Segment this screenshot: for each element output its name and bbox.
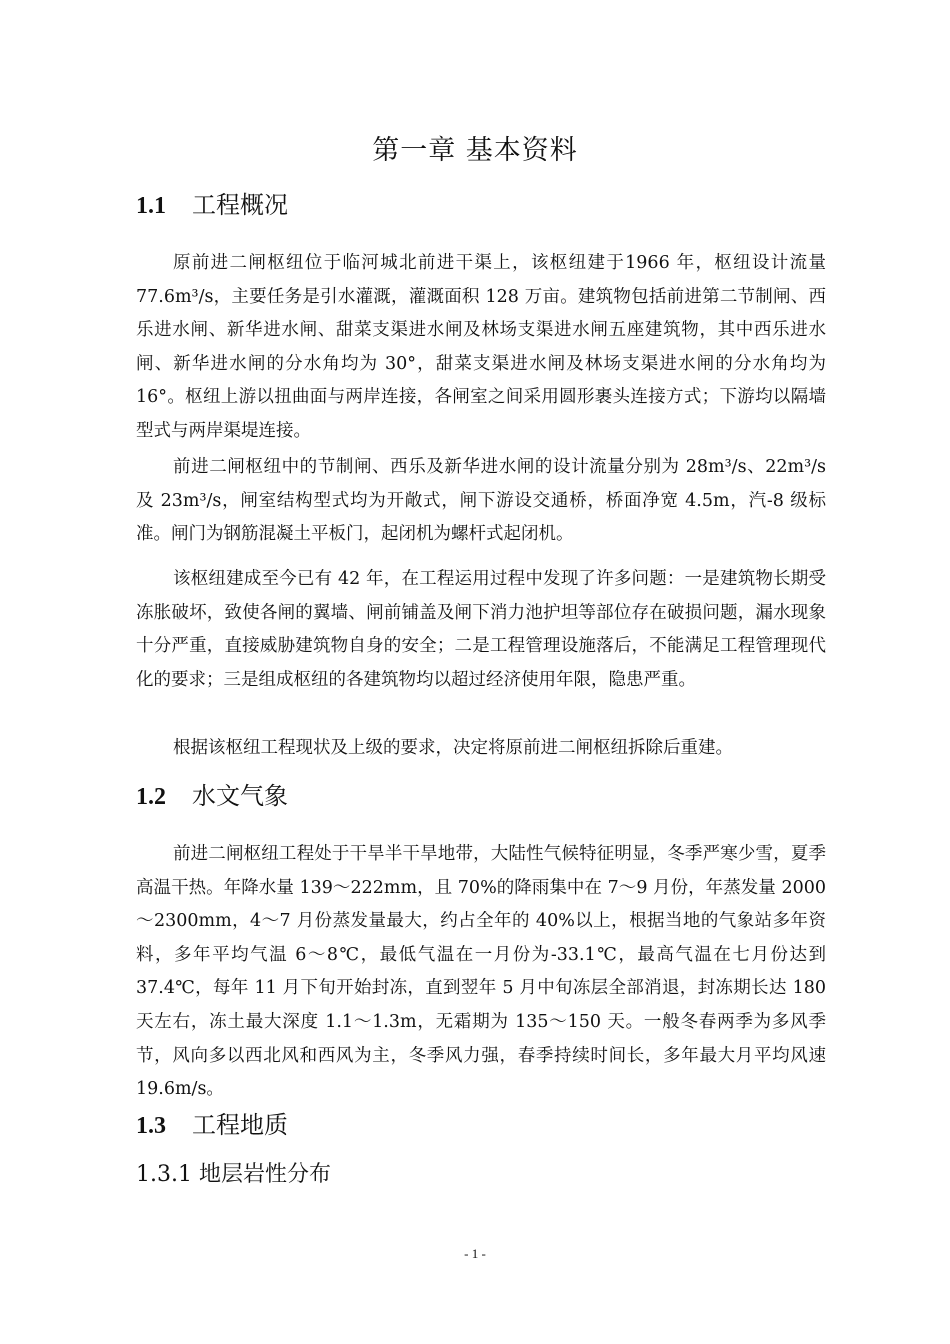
section-title: 工程概况 bbox=[192, 191, 288, 219]
paragraph-hydrology-climate: 前进二闸枢纽工程处于干旱半干旱地带，大陆性气候特征明显，冬季严寒少雪，夏季高温干热。年降水量 139～222mm，且 70%的降雨集中在 7～9 月份，年蒸发量 2000～2300mm，4～7 月份蒸发量最大，约占全年的 40%以上，根据当地的气象站多年资料，多年平均气温 6～8℃，最低气温在一月份为-33.1℃，最高气温在七月份达到 37.4℃，每年 11 月下旬开始封冻，直到翌年 5 月中旬冻层全部消退，封冻期长达 180 天左右，冻土最大深度 1.1～1.3m，无霜期为 135～150 天。一般冬春两季为多风季节，风向多以西北风和西风为主，冬季风力强，春季持续时间长，多年最大月平均风速 19.6m/s。 bbox=[136, 844, 826, 1100]
paragraph-project-overview: 原前进二闸枢纽位于临河城北前进干渠上，该枢纽建于1966 年，枢纽设计流量 77.6m³/s，主要任务是引水灌溉，灌溉面积 128 万亩。建筑物包括前进第二节制闸、西乐进水闸、新华进水闸、甜菜支渠进水闸及林场支渠进水闸五座建筑物，其中西乐进水闸、新华进水闸的分水角均为 30°，甜菜支渠进水闸及林场支渠进水闸的分水角均为 16°。枢纽上游以扭曲面与两岸连接，各闸室之间采用圆形裹头连接方式；下游均以隔墙型式与两岸渠堤连接。 bbox=[136, 253, 826, 441]
subsection-number: 1.3.1 bbox=[136, 1162, 192, 1187]
section-heading-1-3 bbox=[136, 1108, 826, 1143]
section-heading-1-1 bbox=[136, 188, 826, 223]
section-title: 工程地质 bbox=[192, 1111, 288, 1139]
page-number: - 1 - bbox=[464, 1246, 486, 1261]
paragraph-problems: 该枢纽建成至今已有 42 年，在工程运用过程中发现了许多问题：一是建筑物长期受冻胀破坏，致使各闸的翼墙、闸前铺盖及闸下消力池护坦等部位存在破损问题，漏水现象十分严重，直接威胁建筑物自身的安全；二是工程管理设施落后，不能满足工程管理现代化的要求；三是组成枢纽的各建筑物均以超过经济使用年限，隐患严重。 bbox=[136, 569, 826, 690]
section-number: 1.1 bbox=[136, 193, 166, 219]
chapter-title: 第一章 基本资料 bbox=[372, 135, 578, 166]
section-number: 1.3 bbox=[136, 1113, 166, 1139]
paragraph-design-flow: 前进二闸枢纽中的节制闸、西乐及新华进水闸的设计流量分别为 28m³/s、22m³/s 及 23m³/s，闸室结构型式均为开敞式，闸下游设交通桥，桥面净宽 4.5m，汽-8 级标准。闸门为钢筋混凝土平板门，起闭机为螺杆式起闭机。 bbox=[136, 457, 826, 545]
paragraph-decision: 根据该枢纽工程现状及上级的要求，决定将原前进二闸枢纽拆除后重建。 bbox=[173, 738, 733, 758]
subsection-heading-1-3-1 bbox=[136, 1159, 826, 1191]
section-heading-1-2 bbox=[136, 779, 826, 814]
section-title: 水文气象 bbox=[192, 782, 288, 810]
subsection-title: 地层岩性分布 bbox=[198, 1162, 331, 1187]
section-number: 1.2 bbox=[136, 784, 166, 810]
